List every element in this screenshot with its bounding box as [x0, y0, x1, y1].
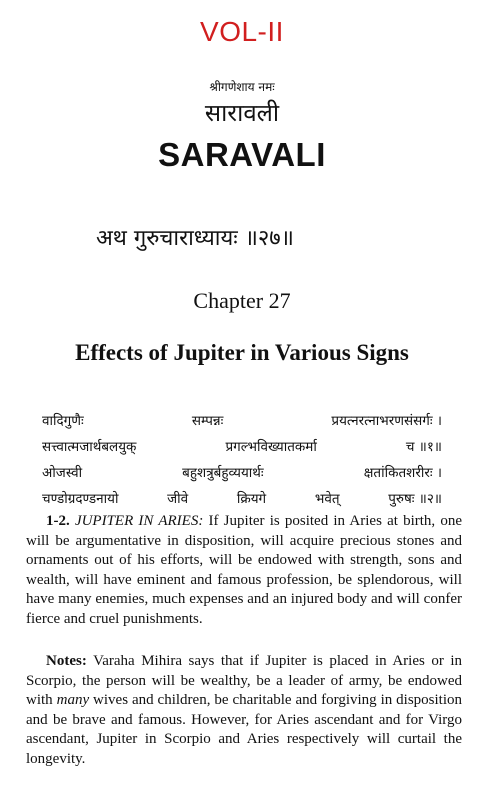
verse-number: 1-2.	[46, 513, 70, 529]
verse-word: सत्त्वात्मजार्थबलयुक्	[42, 439, 137, 455]
verse-word: पुरुषः ॥२॥	[388, 491, 442, 507]
notes-text: wives and children, be charitable and forgiving in disposition and be brave and famous. However, for Aries ascendant and for Virgo ascendant, Jupiter in Scorpio and Aries respectively will curtail the longevity.	[26, 692, 463, 767]
verse-word: प्रगल्भविख्यातकर्मा	[225, 439, 317, 455]
sanskrit-verses	[42, 408, 442, 512]
invocation: श्रीगणेशाय नमः	[209, 80, 275, 94]
verse-word: जीवे	[167, 491, 189, 507]
verse-line	[42, 434, 442, 460]
verse-word: बहुशत्रुर्बहुव्ययार्थः	[182, 465, 264, 481]
verse-word: च ॥१॥	[405, 439, 442, 455]
verse-word: चण्डोग्रदण्डनायो	[42, 491, 119, 507]
verse-word: वादिगुणैः	[42, 413, 84, 429]
notes-paragraph	[26, 652, 462, 769]
verse-word: ओजस्वी	[42, 465, 83, 481]
chapter-sanskrit-title: अथ गुरुचाराध्यायः ॥२७॥	[96, 226, 294, 251]
sanskrit-title: सारावली	[204, 99, 280, 127]
chapter-heading: Effects of Jupiter in Various Signs	[75, 340, 409, 365]
verse-line	[42, 408, 442, 434]
verse-word: भवेत्	[314, 491, 340, 507]
verse-word: सम्पन्नः	[191, 413, 224, 429]
translation-paragraph	[26, 512, 462, 629]
volume-label: VOL-II	[200, 16, 284, 47]
verse-word: क्रियगे	[236, 491, 267, 507]
verse-line	[42, 460, 442, 486]
verse-line	[42, 486, 442, 512]
notes-text: Varaha Mihira says that if Jupiter is placed in Aries or in Scorpio, the person will be wealthy, be a leader of army, be endowed with	[26, 653, 462, 708]
chapter-number: Chapter 27	[193, 288, 291, 313]
verse-word: प्रयत्नरत्नाभरणसंसर्गः ।	[331, 413, 442, 429]
notes-emphasis: many	[56, 692, 90, 708]
notes-label: Notes:	[46, 653, 87, 669]
english-title: SARAVALI	[158, 136, 326, 173]
translation-text: If Jupiter is posited in Aries at birth, one will be argumentative in disposition, will acquire precious stones and ornaments out of his efforts, will be endowed with strength, sons and wealth, will have eminent and famous profession, be splendorous, will have many enemies, much expenses and an injured body and will confer fierce and cruel punishments.	[26, 513, 463, 627]
section-title: JUPITER IN ARIES:	[74, 513, 204, 529]
verse-word: क्षतांकितशरीरः ।	[363, 465, 442, 481]
